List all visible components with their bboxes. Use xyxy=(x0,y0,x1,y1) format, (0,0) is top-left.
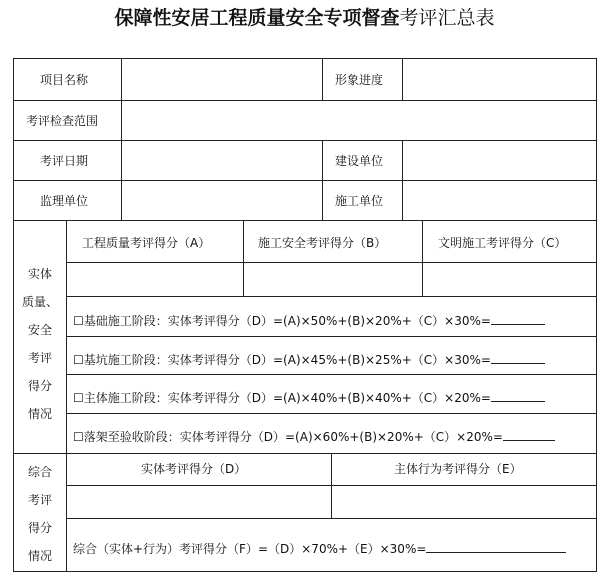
stage-acceptance: ☐落架至验收阶段：实体考评得分（D）=(A)×60%+(B)×20%+（C）×20%= xyxy=(73,428,555,445)
stage-main-structure: ☐主体施工阶段：实体考评得分（D）=(A)×40%+(B)×40%+（C）×20%= xyxy=(73,389,545,406)
rule xyxy=(13,571,597,572)
rule xyxy=(596,58,597,572)
stage-pit: ☐基坑施工阶段：实体考评得分（D）=(A)×45%+(B)×25%+（C）×30%= xyxy=(73,351,545,368)
rule xyxy=(121,100,122,140)
rule xyxy=(331,453,332,518)
rule xyxy=(243,220,244,296)
answer-blank[interactable] xyxy=(503,428,555,441)
rule xyxy=(66,262,597,263)
date-label: 考评日期 xyxy=(40,154,89,168)
rule xyxy=(66,296,597,297)
rule xyxy=(66,518,597,519)
rule xyxy=(13,140,597,141)
rule xyxy=(322,140,323,220)
answer-blank[interactable] xyxy=(491,389,545,402)
safety-score-header: 施工安全考评得分（B） xyxy=(258,236,387,250)
answer-blank[interactable] xyxy=(426,540,566,553)
answer-blank[interactable] xyxy=(491,351,545,364)
rule xyxy=(322,58,323,100)
contractor-label: 施工单位 xyxy=(335,194,384,208)
entity-score-header: 实体考评得分（D） xyxy=(141,462,247,476)
rule xyxy=(13,58,14,572)
title-main: 保障性安居工程质量安全专项督查 xyxy=(114,7,400,29)
scope-label: 考评检查范围 xyxy=(26,114,99,128)
supervisor-label: 监理单位 xyxy=(40,194,89,208)
rule xyxy=(121,58,122,100)
project-name-label: 项目名称 xyxy=(40,73,89,87)
overall-score-formula: 综合（实体+行为）考评得分（F）=（D）×70%+（E）×30%= xyxy=(73,540,566,557)
rule xyxy=(121,140,122,220)
behavior-score-header: 主体行为考评得分（E） xyxy=(394,462,522,476)
rule xyxy=(66,220,67,571)
progress-label: 形象进度 xyxy=(335,73,384,87)
rule xyxy=(13,180,597,181)
title-suffix: 考评汇总表 xyxy=(399,7,495,29)
rule xyxy=(13,100,597,101)
stage-foundation: ☐基础施工阶段：实体考评得分（D）=(A)×50%+(B)×20%+（C）×30%= xyxy=(73,312,545,329)
rule xyxy=(66,413,597,414)
rule xyxy=(66,336,597,337)
rule xyxy=(13,453,597,454)
rule xyxy=(402,58,403,100)
rule xyxy=(66,374,597,375)
rule xyxy=(13,58,597,59)
rule xyxy=(13,220,597,221)
rule xyxy=(402,140,403,220)
quality-score-header: 工程质量考评得分（A） xyxy=(82,236,211,250)
entity-side-label: 实体 质量、 安全 考评 得分 情况 xyxy=(21,267,58,421)
summary-side-label: 综合 考评 得分 情况 xyxy=(27,465,52,563)
answer-blank[interactable] xyxy=(491,312,545,325)
builder-label: 建设单位 xyxy=(335,154,384,168)
civilized-score-header: 文明施工考评得分（C） xyxy=(438,236,567,250)
rule xyxy=(422,220,423,296)
